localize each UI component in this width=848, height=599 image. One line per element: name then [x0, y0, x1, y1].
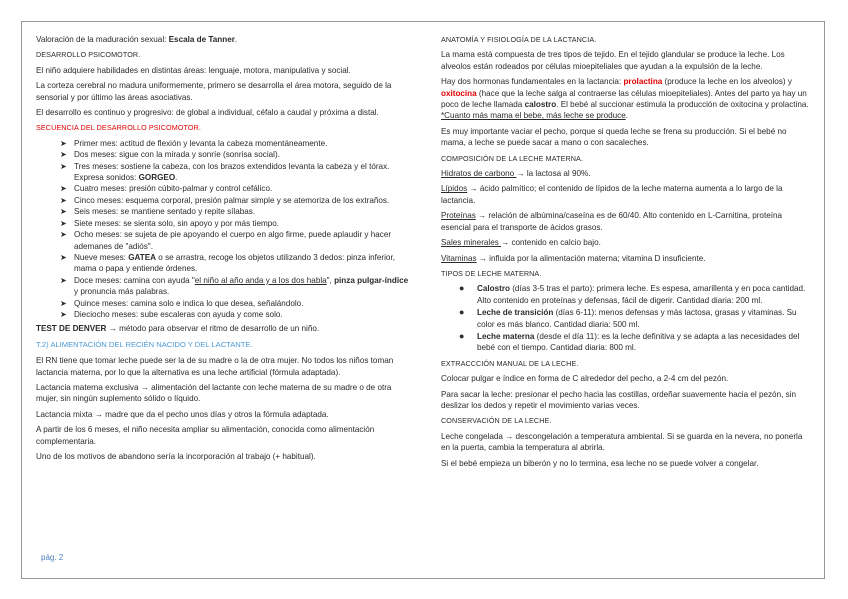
- list-item: ● Calostro (días 3-5 tras el parto): primera leche. Es espesa, amarillenta y en poca cantidad. Alto contenido en proteínas y defensas, fácil de digerir. Cantidad diaria: 200 ml.: [459, 283, 806, 305]
- list-item: ➤ Siete meses: se sienta solo, sin apoyo y por más tiempo.: [60, 218, 280, 228]
- paragraph: Colocar pulgar e índice en forma de C alrededor del pecho, a 2-4 cm del pezón.: [441, 374, 729, 384]
- tanner-line: Valoración de la maduración sexual: Escala de Tanner.: [36, 35, 238, 44]
- composition-heading: COMPOSICIÓN DE LA LECHE MATERNA.: [441, 153, 584, 163]
- paragraph: Lactancia mixta → madre que da el pecho unos días y otros la fórmula adaptada.: [36, 409, 329, 419]
- paragraph: Leche congelada → descongelación a temperatura ambiental. Si se guarda en la nevera, no ponerla en la puerta, cambia la temperatura al abrirla.: [441, 431, 803, 453]
- list-item: ● Leche de transición (días 6-11): menos defensas y más lactosa, grasas y vitaminas. Su color es más blanco. Cantidad diaria: 500 ml.: [459, 307, 797, 329]
- arrow-icon: ➤: [60, 252, 67, 262]
- arrow-icon: ➤: [60, 230, 67, 240]
- list-item: ➤ Ocho meses: se sujeta de pie apoyando el cuerpo en algo firme, puede aplaudir y hacer ademanes de "adiós".: [60, 230, 392, 251]
- arrow-icon: ➤: [60, 161, 67, 171]
- psychomotor-heading: DESARROLLO PSICOMOTOR.: [36, 50, 141, 60]
- paragraph: La mama está compuesta de tres tipos de tejido. En el tejido glandular se produce la leche. Los alveolos están rodeados por células mioepiteliales que ayudan a la expulsión de la leche.: [441, 50, 785, 71]
- list-item: ● Leche materna (desde el día 11): es la leche definitiva y se adapta a las necesidades del bebé con el tiempo. Cantidad diaria: 800 ml.: [459, 330, 800, 353]
- paragraph: Para sacar la leche: presionar el pecho hacia las costillas, ordeñar suavemente hacia el pezón, sin deslizar los dedos y repetir el movimiento varias veces.: [441, 389, 796, 410]
- section-heading: T.2) ALIMENTACIÓN DEL RECIÉN NACIDO Y DEL LACTANTE.: [36, 339, 253, 349]
- prolactina-term: prolactina: [623, 77, 663, 87]
- paragraph: Si el bebé empieza un biberón y no lo termina, esa leche no se puede volver a congelar.: [441, 458, 759, 468]
- paragraph: La corteza cerebral no madura uniformemente, primero se desarrolla el área motora, seguido de la sensorial y por último las áreas asociativas.: [36, 81, 392, 102]
- types-heading: TIPOS DE LECHE MATERNA.: [441, 268, 542, 278]
- oxitocina-term: oxitocina: [441, 88, 477, 98]
- paragraph: A partir de los 6 meses, el niño necesita ampliar su alimentación, conocida como alimentación complementaria.: [36, 425, 375, 446]
- paragraph: Lactancia materna exclusiva → alimentación del lactante con leche materna de su madre o de otra mujer, sin ningún suplemento sólido o líquido.: [36, 382, 392, 404]
- composition-carbs: Hidratos de carbono → la lactosa al 90%.: [441, 169, 591, 179]
- list-item: ➤ Primer mes: actitud de flexión y levanta la cabeza momentáneamente.: [60, 138, 328, 148]
- list-item: ➤ Dieciocho meses: sube escaleras con ayuda y come solo.: [60, 309, 283, 319]
- paragraph: Es muy importante vaciar el pecho, porque si queda leche se frena su producción. Si el bebé no mama, a leche se puede sacar a mano o con sacaleches.: [441, 126, 787, 148]
- right-column: [441, 34, 810, 473]
- list-item: ➤ Doce meses: camina con ayuda "el niño al año anda y a los dos habla", pinza pulgar-índice y pronuncia más palabras.: [60, 275, 409, 297]
- sequence-heading: SECUENCIA DEL DESARROLLO PSICOMOTOR.: [36, 123, 201, 133]
- denver-test: TEST DE DENVER → método para observar el ritmo de desarrollo de un niño.: [36, 324, 320, 334]
- arrow-icon: ➤: [60, 195, 67, 205]
- milestone-list: [36, 138, 409, 321]
- arrow-icon: ➤: [60, 309, 67, 319]
- arrow-icon: ➤: [60, 298, 67, 308]
- list-item: ➤ Cinco meses: esquema corporal, presión palmar simple y se atemoriza de los extraños.: [60, 195, 390, 205]
- milk-types-list: [441, 283, 810, 353]
- paragraph: Uno de los motivos de abandono sería la incorporación al trabajo (+ habitual).: [36, 452, 316, 461]
- bullet-icon: ●: [459, 330, 465, 341]
- composition-proteins: Proteínas → relación de albúmina/caseína es de 60/40. Alto contenido en L-Carnitina, proteína esencial para el transporte de ácidos grasos.: [441, 211, 783, 232]
- hormones-paragraph: Hay dos hormonas fundamentales en la lactancia: prolactina (produce la leche en los alveolos) y oxitocina (hace que la leche salga al contraerse las células mioepiteliales). Antes del parto ya hay un poco de leche llamada calostro. El bebé al succionar estimula la producción de oxitocina y prolactina. *Cuanto más mama el bebe, más leche se produce.: [441, 77, 809, 121]
- conservation-heading: CONSERVACIÓN DE LA LECHE.: [441, 416, 552, 426]
- anatomy-heading: ANATOMÍA Y FISIOLOGÍA DE LA LACTANCIA.: [441, 35, 597, 44]
- list-item: ➤ Seis meses: se mantiene sentado y repite sílabas.: [60, 207, 256, 217]
- paragraph: El niño adquiere habilidades en distintas áreas: lenguaje, motora, manipulativa y social.: [36, 65, 351, 75]
- arrow-icon: ➤: [60, 138, 67, 148]
- list-item: ➤ Nueve meses: GATEA o se arrastra, recoge los objetos utilizando 3 dedos: pinza inferior, mama o papa y entiende órdenes.: [60, 252, 395, 274]
- arrow-icon: ➤: [60, 275, 67, 285]
- list-item: ➤ Quince meses: camina solo e indica lo que desea, señalándolo.: [60, 298, 304, 308]
- list-item: ➤ Dos meses: sigue con la mirada y sonríe (sonrisa social).: [60, 150, 280, 160]
- extraction-heading: EXTRACCCIÓN MANUAL DE LA LECHE.: [441, 358, 579, 368]
- arrow-icon: ➤: [60, 150, 67, 160]
- left-column: [36, 34, 409, 466]
- arrow-icon: ➤: [60, 207, 67, 217]
- paragraph: El desarrollo es continuo y progresivo: de global a individual, céfalo a caudal y próxima a distal.: [36, 108, 379, 118]
- tanner-scale: Escala de Tanner: [168, 35, 235, 44]
- composition-lipids: Lípidos → ácido palmítico; el contenido de lípidos de la leche materna aumenta a lo largo de la lactancia.: [441, 184, 783, 205]
- list-item: ➤ Cuatro meses: presión cúbito-palmar y control cefálico.: [60, 184, 273, 194]
- page-number: pág. 2: [41, 553, 64, 562]
- composition-vitamins: Vitaminas → influida por la alimentación materna; vitamina D insuficiente.: [441, 253, 706, 263]
- arrow-icon: ➤: [60, 184, 67, 194]
- composition-minerals: Sales minerales → contenido en calcio bajo.: [441, 238, 601, 248]
- bullet-icon: ●: [459, 283, 465, 294]
- paragraph: El RN tiene que tomar leche puede ser la de su madre o la de otra mujer. No todos los niños toman lactancia materna, por lo que la alternativa es una leche artificial (fórmula adaptada).: [36, 356, 394, 377]
- list-item: ➤ Tres meses: sostiene la cabeza, con los brazos extendidos levanta la cabeza y el tórax. Expresa sonidos: GORGEO.: [60, 161, 390, 183]
- arrow-icon: ➤: [60, 218, 67, 228]
- bullet-icon: ●: [459, 307, 465, 318]
